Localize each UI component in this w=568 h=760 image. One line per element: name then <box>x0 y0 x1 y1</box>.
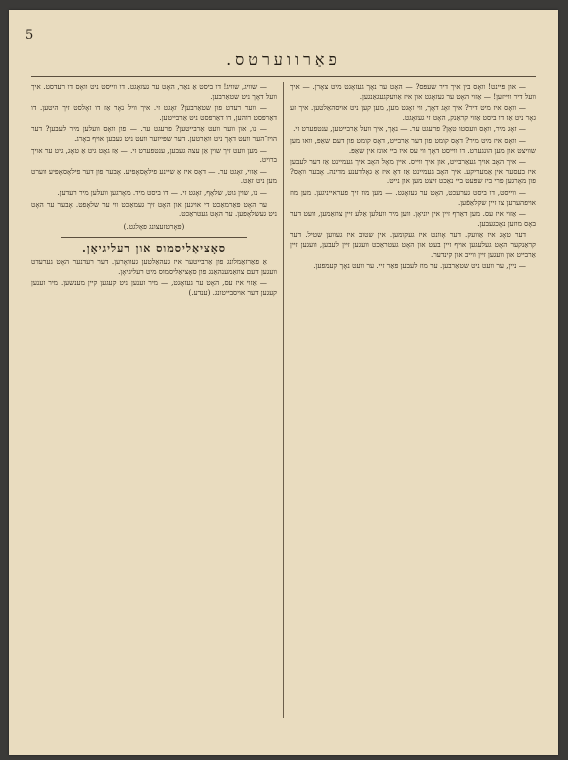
paragraph: — ווער רעדט פון שטאַרבען? זאָגט זי. איך וויל נאָר אַז דו זאָלסט זיך היטען. דו דאַרפסט רוהען, דו דאַרפסט ניט אַרבייטען. <box>31 103 277 122</box>
paragraph: — וואָס איז מיט מיר? דאָס קומט פון דער אַרבייט, דאָס קומט פון דעם שאַפּ, וואו מען שוויצט און מען הונגערט. דו ווייסט דאָך ווי עס איז ביי אונז אין שאַפּ. <box>290 135 536 155</box>
paragraph: — ניין, ער וועט ניט שטאַרבען. ער מוז לעבען פאַר זיי. ער וועט נאָך קעמפען. <box>313 261 526 271</box>
paragraph: — אַזוי איז עס. מען דאַרף זיין אין יוניאָן. ווען מיר וועלען אַלע זיין צוזאַמען, וועט דער באָס מוזען נאָכגעבען. <box>290 209 536 228</box>
paragraph: — איך האָב אויך געאַרבייט, און איך ווייס. איין מאָל האָב איך געמיינט אַז דער לעבען איז בעסער אין אַמעריקע. איך האָב געמיינט אַז דאָ איז אַ גאָלדענע מדינה. אָבער וואָס? פון מאָרגען פרי ביז שפּעט ביי נאַכט זיצט מען און נייט. <box>290 157 536 186</box>
continued-note: (פאָרטזעצונג פאָלגט.) <box>123 221 185 231</box>
page-header <box>31 50 536 74</box>
paragraph: — נו, און ווער וועט אַרבייטען? פרעגט ער. — פון וואָס וועלען מיר לעבען? דער הויז־הער וועט דאָך ניט וואַרטען. דער שפּייזער וועט ניט געבען אויף באָרג. <box>31 124 277 143</box>
paragraph: — שוויג, שוויג! דו ביסט אַ נאַר, האָט ער געזאָגט. דו ווייסט ניט וואָס דו רעדסט. איך וועל דאָך ניט שטאַרבען. <box>31 82 277 101</box>
newspaper-page <box>9 10 558 755</box>
paragraph: — אַזוי, זאָגט ער. — דאָס איז אַ שיינע פילאָסאָפיע. אָבער פון דער פילאָסאָפיע ווערט מען ניט זאַט. <box>31 166 277 186</box>
header-rule <box>31 76 536 77</box>
column-divider <box>283 82 284 718</box>
paragraph: — זאָג מיר, וואָס וועסטו טאָן? פרעגט ער. — נאָך, איך וועל אַרבייטען, ענטפערט זי. <box>293 124 526 134</box>
paragraph: — מען וועט זיך שוין אַן עצה געבען, ענטפערט זי. — אַז גאָט גיט אַ טאָג, גיט ער אויך ברויט. <box>31 145 277 165</box>
right-column <box>290 82 536 720</box>
section-rule <box>61 237 247 238</box>
left-column <box>31 82 277 720</box>
paragraph: — ווייסט, דו ביסט גערעכט, האָט ער געזאָגט. — מען מוז זיך פעראייניגען. מען מוז אויפהערען צו זיין שקלאַפֿען. <box>290 187 536 207</box>
section-title: סאָציאַליסמוס און רעליגיאָן. <box>81 242 227 256</box>
paragraph: דער טאָג איז אַוועק. דער אָוונט איז געקומען. אין שטוב איז געווען שטיל. דער קראַנקער האָט געלעגען אויף זיין בעט און האָט געטראַכט וועגען זיין לעבען, וועגען זיין אַרבייט און וועגען זיין ווייב און קינדער. <box>290 230 536 259</box>
running-title: פאַרווערטס. <box>226 50 341 69</box>
paragraph: — נו, שוין גוט, שלאָף, זאָגט זי. — דו ביסט מיד. מאָרגען וועלען מיר רעדען. <box>57 187 267 197</box>
page-number: 5 <box>25 28 34 43</box>
paragraph: אַ פאַרזאַמלונג פון אַרבייטער איז געהאַלטען געוואָרען. דער רעדנער האָט גערעדט וועגען דעם צוזאַמענהאַנג פון סאָציאַליסמוס מיט רעליגיאָן. <box>31 256 277 276</box>
paragraph: — אַזוי איז עס, האָט ער געזאָגט, — מיר זענען ניט קעגען קיין מענשען. מיר זענען קעגען דער אויסבייטונג. (ענדע.) <box>31 278 277 297</box>
paragraph: — און פּיינט! וואָס בין איך דיר שעפּס? — האָט ער נאָך געזאָגט מיט צאָרן. — איך וועל דיר ווייזען! — אַזוי האָט ער געזאָגט און איז אַוועקגעגאַנגען. <box>290 82 536 101</box>
paragraph: ער האָט פאַרמאַכט די אויגען און האָט זיך געמאַכט ווי ער שלאָפט. אָבער ער האָט ניט געשלאָפען. ער האָט געטראַכט. <box>31 199 277 219</box>
paragraph: — וואָס איז מיט דיר? איך זאָג דאָך, ווי זאָגט מען, מען קען ניט אויסהאַלטען. איך זע גאָר ניט אַז דו ביסט אַזוי קראַנק, האָט זי געזאָגט. <box>290 103 536 122</box>
